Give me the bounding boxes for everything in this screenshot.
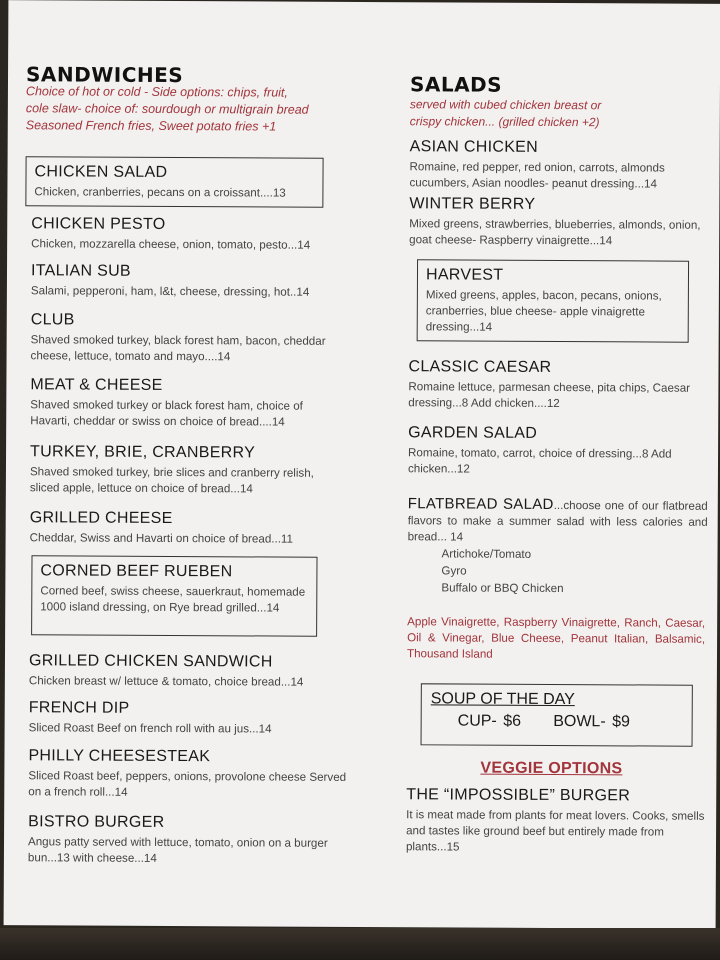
menu-item-grilled-cheese: GRILLED CHEESE Cheddar, Swiss and Havarti on choice of bread...11 bbox=[29, 509, 294, 546]
menu-item-harvest: HARVEST Mixed greens, apples, bacon, pecans, onions, cranberries, blue cheese- apple vinaigrette dressing...14 bbox=[417, 259, 689, 342]
menu-item-grilled-chicken-sandwich: GRILLED CHICKEN SANDWICH Chicken breast w/ lettuce & tomato, choice bread...14 bbox=[28, 652, 304, 689]
menu-item-meat-and-cheese: MEAT & CHEESE Shaved smoked turkey or black forest ham, choice of Havarti, cheddar or swiss on choice of bread....14 bbox=[30, 376, 303, 429]
menu-item-flatbread-salad bbox=[407, 494, 708, 598]
veggie-options-title: VEGGIE OPTIONS bbox=[480, 759, 623, 778]
sandwiches-title: SANDWICHES bbox=[25, 62, 184, 88]
soup-prices: CUP- $6 BOWL- $9 bbox=[457, 712, 630, 731]
menu-item-chicken-salad: CHICKEN SALAD Chicken, cranberries, pecans on a croissant....13 bbox=[25, 156, 323, 208]
menu-item-garden-salad: GARDEN SALAD Romaine, tomato, carrot, choice of dressing...8 Add chicken...12 bbox=[407, 424, 672, 476]
flatbread-options bbox=[407, 545, 707, 598]
flatbread-option: Buffalo or BBQ Chicken bbox=[441, 581, 564, 596]
menu-item-italian-sub: ITALIAN SUB Salami, pepperoni, ham, l&t, cheese, dressing, hot..14 bbox=[30, 262, 310, 299]
table-surface bbox=[0, 928, 720, 960]
soup-title: SOUP OF THE DAY bbox=[430, 690, 575, 709]
menu-item-turkey-brie-cranberry: TURKEY, BRIE, CRANBERRY Shaved smoked turkey, brie slices and cranberry relish, sliced apple, lettuce on choice of bread...14 bbox=[29, 443, 314, 496]
menu-item-asian-chicken: ASIAN CHICKEN Romaine, red pepper, red onion, carrots, almonds cucumbers, Asian noodles- peanut dressing...14 bbox=[409, 138, 665, 191]
menu-page bbox=[4, 0, 720, 929]
sandwiches-subtitle: Choice of hot or cold - Side options: chips, fruit, cole slaw- choice of: sourdough or multigrain bread Seasoned French fries, Sweet potato fries +1 bbox=[25, 84, 309, 134]
flatbread-salad-desc: ...choose one of our flatbread flavors to make a summer salad with less calories and bread... 14 bbox=[407, 499, 708, 544]
sandwiches-column bbox=[24, 0, 399, 865]
menu-item-chicken-pesto: CHICKEN PESTO Chicken, mozzarella cheese, onion, tomato, pesto...14 bbox=[31, 215, 311, 252]
menu-item-impossible-burger: THE “IMPOSSIBLE” BURGER It is meat made from plants for meat lovers. Cooks, smells and tastes like ground beef but entirely made from plants...15 bbox=[405, 786, 705, 854]
soup-of-the-day-box bbox=[421, 683, 693, 746]
menu-item-club: CLUB Shaved smoked turkey, black forest ham, bacon, cheddar cheese, lettuce, tomato and mayo....14 bbox=[30, 311, 326, 364]
menu-item-classic-caesar: CLASSIC CAESAR Romaine lettuce, parmesan cheese, pita chips, Caesar dressing...8 Add chicken....12 bbox=[408, 358, 691, 411]
flatbread-salad-name: FLATBREAD SALAD bbox=[407, 495, 554, 514]
flatbread-option: Gyro bbox=[441, 564, 467, 578]
dressing-options: Apple Vinaigrette, Raspberry Vinaigrette, Ranch, Caesar, Oil & Vinegar, Blue Cheese, Peanut Italian, Balsamic, Thousand Island bbox=[406, 615, 706, 661]
salads-subtitle: served with cubed chicken breast or crispy chicken... (grilled chicken +2) bbox=[409, 97, 602, 130]
flatbread-option: Artichoke/Tomato bbox=[441, 547, 532, 561]
menu-item-french-dip: FRENCH DIP Sliced Roast Beef on french roll with au jus...14 bbox=[28, 699, 272, 736]
salads-column bbox=[405, 2, 720, 854]
salads-title: SALADS bbox=[409, 72, 503, 97]
menu-item-corned-beef-rueben: CORNED BEEF RUEBEN Corned beef, swiss cheese, sauerkraut, homemade 1000 island dressing, on Rye bread grilled...14 bbox=[31, 555, 317, 636]
menu-item-philly-cheesesteak: PHILLY CHEESESTEAK Sliced Roast beef, peppers, onions, provolone cheese Served on a french roll...14 bbox=[28, 747, 347, 799]
menu-item-winter-berry: WINTER BERRY Mixed greens, strawberries, blueberries, almonds, onion, goat cheese- Raspberry vinaigrette...14 bbox=[409, 195, 701, 248]
menu-item-bistro-burger: BISTRO BURGER Angus patty served with lettuce, tomato, onion on a burger bun...13 with cheese...14 bbox=[27, 813, 328, 865]
